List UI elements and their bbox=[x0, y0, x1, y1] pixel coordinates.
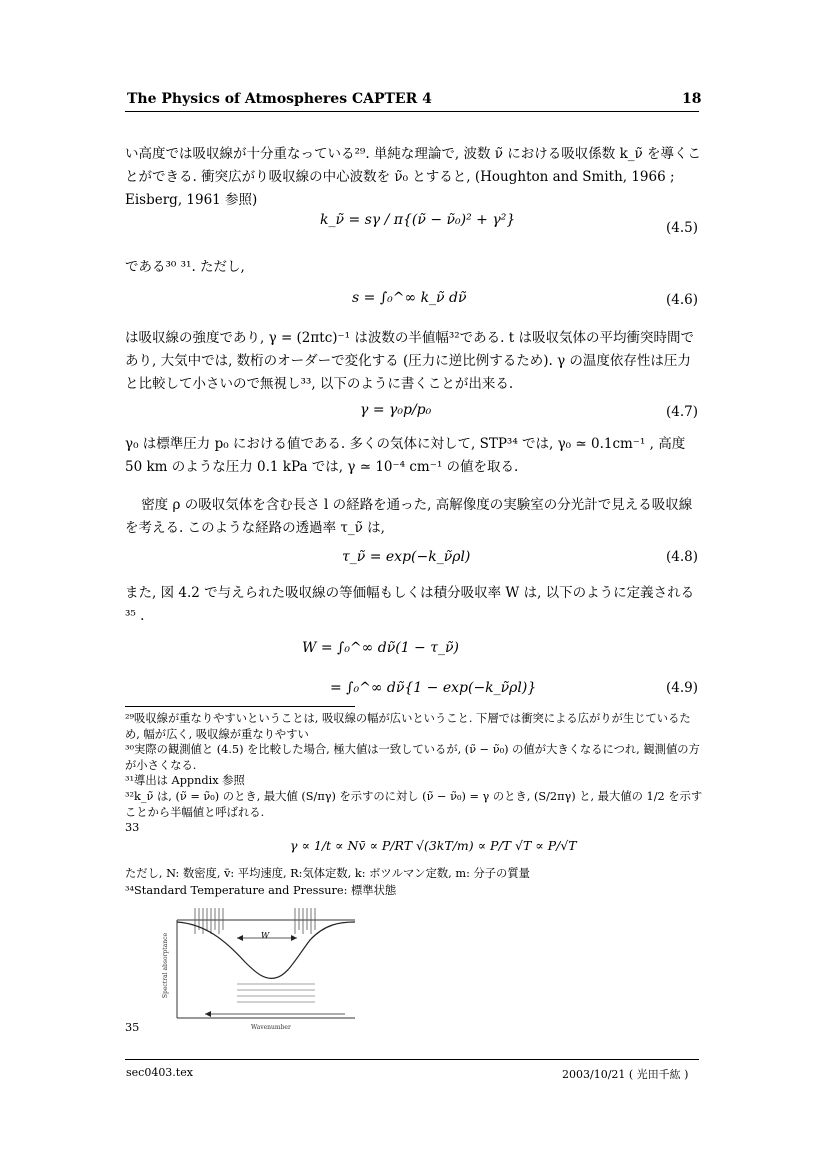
header-rule bbox=[125, 111, 699, 112]
paragraph-6: また, 図 4.2 で与えられた吸収線の等価幅もしくは積分吸収率 W は, 以下のように定義される³⁵ . bbox=[125, 585, 695, 624]
paragraph-1: い高度では吸収線が十分重なっている²⁹. 単純な理論で, 波数 ν̃ における吸収係数 k_ν̃ を導くことができる. 衝突広がり吸収線の中心波数を ν̃₀ とすると, (Houghton and Smith, 1966 ; Eisberg, 1961 参照) bbox=[125, 146, 701, 208]
paragraph-5: 密度 ρ の吸収気体を含む長さ l の経路を通った, 高解像度の実験室の分光計で見える吸収線を考える. このような経路の透過率 τ_ν̃ は, bbox=[125, 497, 693, 536]
footnote-30: ³⁰実際の観測値と (4.5) を比較した場合, 極大値は一致しているが, (ν̃ − ν̃₀) の値が大きくなるにつれ, 観測値の方が小さくなる. bbox=[125, 743, 700, 772]
equation-number-4-5: (4.5) bbox=[666, 220, 699, 236]
equation-4-5: k_ν̃ = sγ / π{(ν̃ − ν̃₀)² + γ²} bbox=[320, 212, 516, 228]
footnote-33-label: 33 bbox=[125, 821, 140, 834]
equation-number-4-9: (4.9) bbox=[666, 680, 699, 696]
paragraph-3: は吸収線の強度であり, γ = (2πtc)⁻¹ は波数の半値幅³²である. t は吸収気体の平均衝突時間であり, 大気中では, 数桁のオーダーで変化する (圧力に逆比例するため). γ の温度依存性は圧力と比較して小さいので無視し³³, 以下のように書くことが出来る. bbox=[125, 330, 694, 392]
footnote-33-equation: γ ∝ 1/t ∝ Nv̄ ∝ P/RT √(3kT/m) ∝ P/T √T ∝ P/√T bbox=[290, 838, 577, 853]
paragraph-2: である³⁰ ³¹. ただし, bbox=[125, 259, 245, 275]
figure-y-axis-label: Spectral absorptance bbox=[162, 932, 170, 999]
footnote-31: ³¹導出は Appndix 参照 bbox=[125, 774, 245, 787]
equation-4-9-line-1: W = ∫₀^∞ dν̃(1 − τ_ν̃) bbox=[302, 640, 459, 656]
footnote-32: ³²k_ν̃ は, (ν̃ = ν̃₀) のとき, 最大値 (S/πγ) を示すのに対し (ν̃ − ν̃₀) = γ のとき, (S/2πγ) と, 最大値の 1/2 を示すことから半幅値と呼ばれる. bbox=[125, 790, 703, 819]
equation-4-7: γ = γ₀p/p₀ bbox=[360, 402, 432, 418]
footnote-33-note: ただし, N: 数密度, v̄: 平均速度, R:気体定数, k: ボツルマン定数, m: 分子の質量 bbox=[125, 867, 530, 880]
equation-number-4-8: (4.8) bbox=[666, 549, 699, 565]
equation-4-8: τ_ν̃ = exp(−k_ν̃ρl) bbox=[342, 549, 471, 565]
footer-rule bbox=[125, 1059, 699, 1060]
absorption-line-figure bbox=[165, 900, 365, 1040]
running-header: The Physics of Atmospheres CAPTER 4 bbox=[127, 91, 432, 107]
paragraph-4: γ₀ は標準圧力 p₀ における値である. 多くの気体に対して, STP³⁴ では, γ₀ ≃ 0.1cm⁻¹ , 高度 50 km のような圧力 0.1 kPa では, γ ≃ 10⁻⁴ cm⁻¹ の値を取る. bbox=[125, 436, 686, 475]
footnote-35-label: 35 bbox=[125, 1021, 140, 1034]
figure-w-label: W bbox=[261, 931, 270, 940]
footnote-rule bbox=[125, 706, 355, 707]
footnote-35-figure bbox=[162, 900, 365, 1040]
equation-4-9-line-2: = ∫₀^∞ dν̃{1 − exp(−k_ν̃ρl)} bbox=[330, 680, 537, 696]
figure-x-axis-label: Wavenumber bbox=[251, 1024, 291, 1031]
footnote-29: ²⁹吸収線が重なりやすいということは, 吸収線の幅が広いということ. 下層では衝突による広がりが生じているため, 幅が広く, 吸収線が重なりやすい bbox=[125, 712, 691, 741]
equation-number-4-6: (4.6) bbox=[666, 292, 699, 308]
footnote-34: ³⁴Standard Temperature and Pressure: 標準状態 bbox=[125, 884, 397, 897]
equation-4-6: s = ∫₀^∞ k_ν̃ dν̃ bbox=[352, 290, 467, 306]
equation-number-4-7: (4.7) bbox=[666, 404, 699, 420]
footer-date-author: 2003/10/21 ( 光田千紘 ) bbox=[562, 1068, 689, 1081]
footer-filename: sec0403.tex bbox=[126, 1066, 193, 1079]
page-number: 18 bbox=[682, 91, 702, 107]
